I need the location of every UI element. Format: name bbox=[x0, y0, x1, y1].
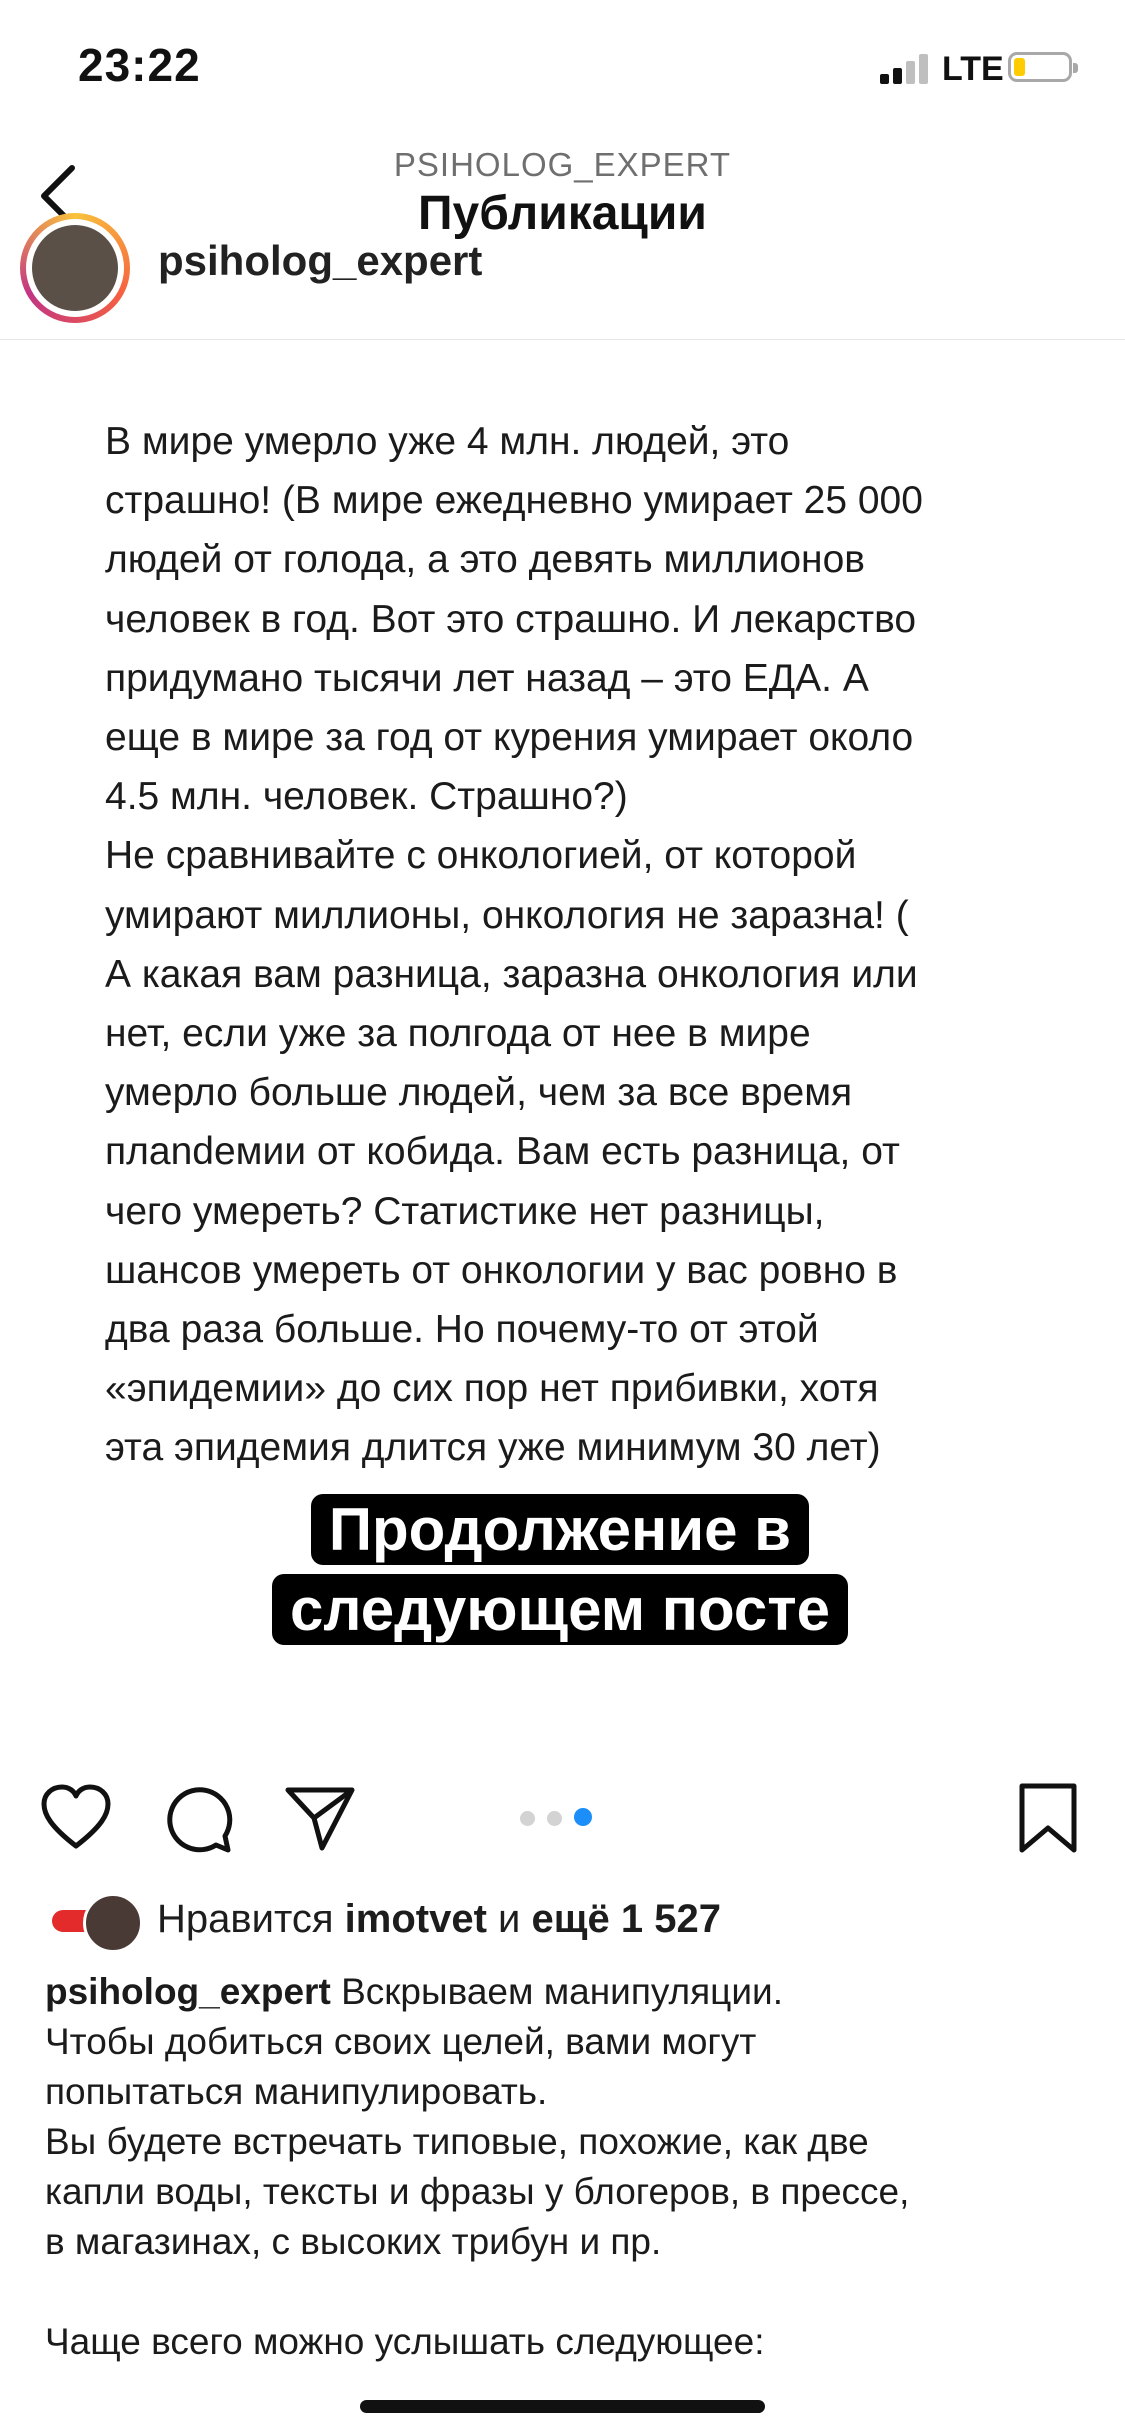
post-author-row[interactable] bbox=[0, 237, 1125, 340]
send-icon bbox=[282, 1780, 358, 1856]
likes-prefix: Нравится bbox=[157, 1897, 334, 1941]
continue-label bbox=[255, 1490, 865, 1650]
status-bar bbox=[0, 0, 1125, 130]
liker-avatar bbox=[83, 1893, 143, 1953]
likes-more[interactable]: ещё 1 527 bbox=[531, 1897, 721, 1941]
caption-body: Чтобы добиться своих целей, вами могут попытаться манипулировать. Вы будете встречать типовые, похожие, как две капли воды, тексты и фразы у блогеров, в прессе, в магазинах, с высоких трибун и пр. Чаще всего можно услышать следующее: bbox=[45, 2021, 910, 2362]
caption-first-line: Вскрываем манипуляции. bbox=[341, 1971, 783, 2012]
post-actions bbox=[0, 1770, 1125, 1870]
carousel-dot bbox=[520, 1811, 535, 1826]
carousel-indicator bbox=[520, 1808, 604, 1828]
avatar[interactable] bbox=[20, 213, 130, 323]
share-button[interactable] bbox=[282, 1780, 358, 1856]
likes-summary[interactable] bbox=[157, 1897, 721, 1942]
post-image-text: В мире умерло уже 4 млн. людей, это страшно! (В мире ежедневно умирает 25 000 людей от голода, а это девять миллионов человек в год. Вот это страшно. И лекарство придумано тысячи лет назад – это ЕДА. А еще в мире за год от курения умирает около 4.5 млн. человек. Страшно?) Не сравнивайте с онкологией, от которой умирают миллионы, онкология не заразна! ( А какая вам разница, заразна онкология или нет, если уже за полгода от нее в мире умерло больше людей, чем за все время плandемии от кобида. Вам есть разница, от чего умереть? Статистике нет разницы, шансов умереть от онкологии у вас ровно в два раза больше. Но почему-то от этой «эпидемии» до сих пор нет прибивки, хотя эта эпидемия длится уже минимум 30 лет) bbox=[105, 420, 923, 1470]
post-media[interactable] bbox=[0, 340, 1125, 1740]
carousel-dot-active bbox=[574, 1808, 592, 1826]
network-label: LTE bbox=[942, 50, 1004, 88]
page-title: Публикации bbox=[418, 187, 707, 240]
post-author-username[interactable]: psiholog_expert bbox=[158, 237, 483, 284]
heart-icon bbox=[38, 1780, 114, 1856]
likes-middle: и bbox=[498, 1897, 521, 1941]
comment-button[interactable] bbox=[160, 1780, 236, 1856]
battery-icon bbox=[1008, 52, 1072, 82]
likes-row[interactable] bbox=[45, 1893, 1105, 1953]
bookmark-icon bbox=[1010, 1780, 1086, 1856]
signal-bars-icon bbox=[880, 54, 928, 84]
comment-icon bbox=[160, 1780, 236, 1856]
status-time: 23:22 bbox=[78, 39, 201, 91]
save-button[interactable] bbox=[1010, 1780, 1086, 1856]
continue-label-text: Продолжение в следующем посте bbox=[272, 1494, 848, 1645]
home-indicator[interactable] bbox=[360, 2400, 765, 2413]
caption-author[interactable]: psiholog_expert bbox=[45, 1971, 331, 2012]
carousel-dot bbox=[547, 1811, 562, 1826]
like-button[interactable] bbox=[38, 1780, 114, 1856]
header-subtitle: PSIHOLOG_EXPERT bbox=[393, 146, 732, 183]
post-caption bbox=[45, 1967, 1095, 2367]
likes-user[interactable]: imotvet bbox=[344, 1897, 487, 1941]
